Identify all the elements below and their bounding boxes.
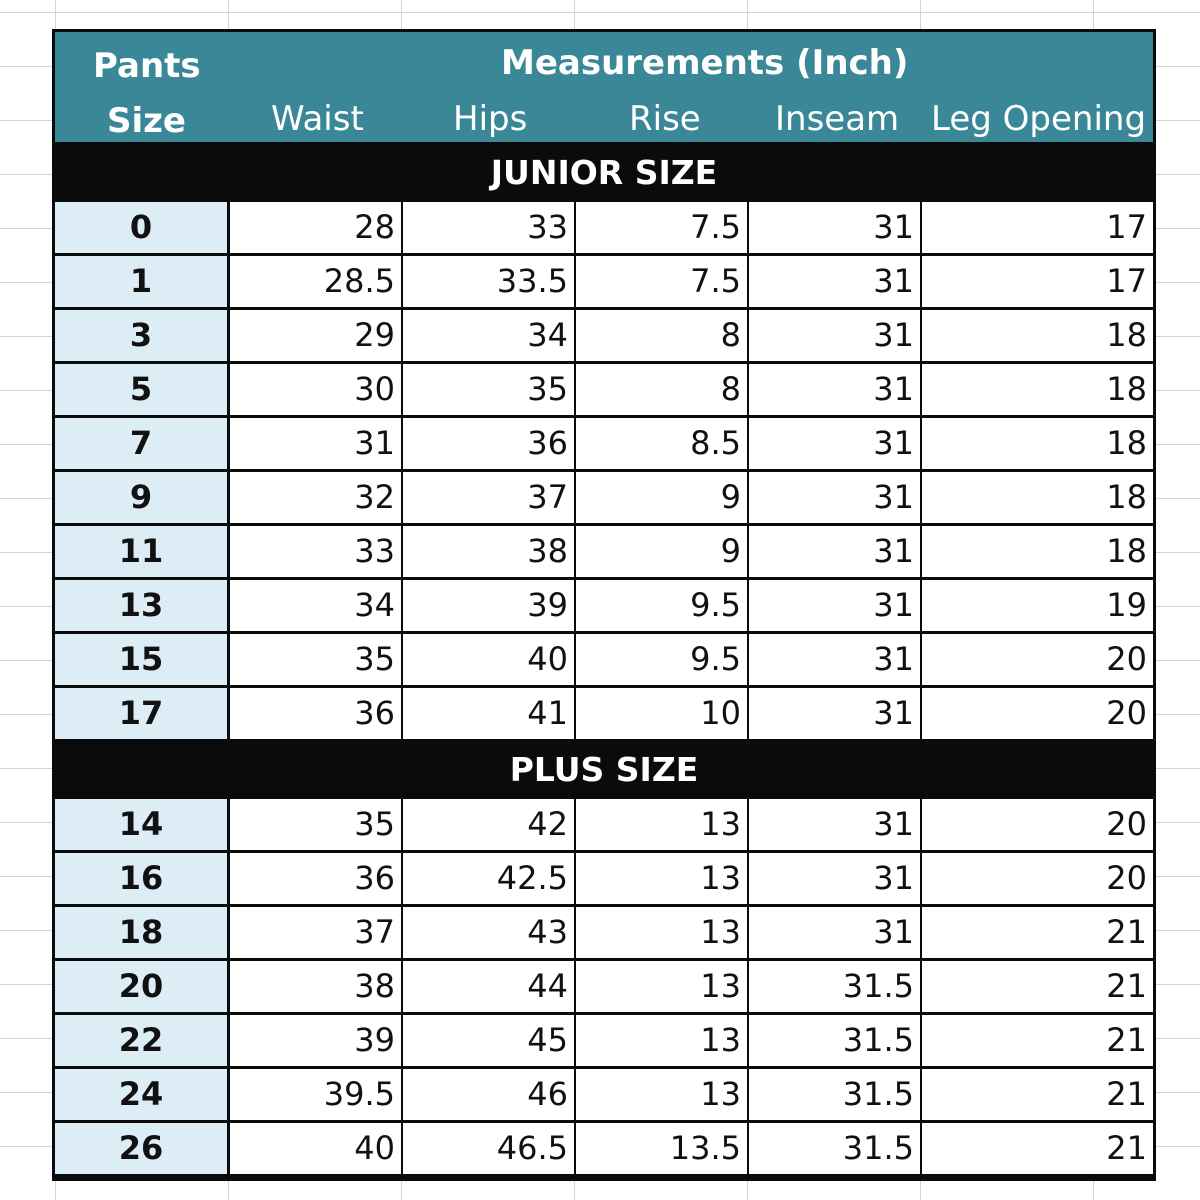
pants-size-cell: 22 [55, 1015, 227, 1066]
column-header-hips: Hips [453, 99, 528, 139]
inseam-value: 31 [749, 526, 920, 577]
waist-value: 40 [230, 1123, 401, 1174]
leg-opening-value: 20 [922, 634, 1153, 685]
table-row [55, 256, 1153, 307]
leg-opening-value: 18 [922, 472, 1153, 523]
rise-value: 9.5 [576, 580, 747, 631]
pants-size-cell: 14 [55, 799, 227, 850]
leg-opening-value: 21 [922, 1015, 1153, 1066]
pants-size-cell: 24 [55, 1069, 227, 1120]
rise-value: 13 [576, 961, 747, 1012]
inseam-value: 31 [749, 580, 920, 631]
rise-value: 10 [576, 688, 747, 739]
measurements-title: Measurements (Inch) [501, 43, 909, 83]
hips-value: 45 [403, 1015, 574, 1066]
column-header-leg-opening: Leg Opening [931, 99, 1147, 139]
rise-value: 8 [576, 310, 747, 361]
waist-value: 35 [230, 634, 401, 685]
waist-value: 30 [230, 364, 401, 415]
pants-size-cell: 16 [55, 853, 227, 904]
inseam-value: 31 [749, 799, 920, 850]
hips-value: 36 [403, 418, 574, 469]
waist-value: 34 [230, 580, 401, 631]
rise-value: 7.5 [576, 202, 747, 253]
pants-size-cell: 0 [55, 202, 227, 253]
waist-value: 37 [230, 907, 401, 958]
inseam-value: 31 [749, 853, 920, 904]
waist-value: 33 [230, 526, 401, 577]
inseam-value: 31 [749, 472, 920, 523]
pants-size-cell: 17 [55, 688, 227, 739]
leg-opening-value: 21 [922, 1069, 1153, 1120]
leg-opening-value: 17 [922, 256, 1153, 307]
hips-value: 37 [403, 472, 574, 523]
hips-value: 46 [403, 1069, 574, 1120]
hips-value: 34 [403, 310, 574, 361]
hips-value: 40 [403, 634, 574, 685]
rise-value: 9 [576, 526, 747, 577]
rise-value: 7.5 [576, 256, 747, 307]
pants-size-cell: 11 [55, 526, 227, 577]
waist-value: 39 [230, 1015, 401, 1066]
pants-size-cell: 20 [55, 961, 227, 1012]
leg-opening-value: 20 [922, 688, 1153, 739]
table-row [55, 1123, 1153, 1174]
rise-value: 13 [576, 799, 747, 850]
table-row [55, 418, 1153, 469]
hips-value: 33 [403, 202, 574, 253]
leg-opening-value: 18 [922, 364, 1153, 415]
hips-value: 42 [403, 799, 574, 850]
column-header-waist: Waist [271, 99, 364, 139]
inseam-value: 31.5 [749, 1015, 920, 1066]
leg-opening-value: 18 [922, 526, 1153, 577]
leg-opening-value: 21 [922, 961, 1153, 1012]
inseam-value: 31 [749, 634, 920, 685]
size-column-label-line2: Size [107, 101, 186, 141]
waist-value: 28.5 [230, 256, 401, 307]
waist-value: 38 [230, 961, 401, 1012]
waist-value: 32 [230, 472, 401, 523]
inseam-value: 31 [749, 256, 920, 307]
leg-opening-value: 21 [922, 1123, 1153, 1174]
pants-size-cell: 3 [55, 310, 227, 361]
table-row [55, 961, 1153, 1012]
leg-opening-value: 20 [922, 799, 1153, 850]
waist-value: 39.5 [230, 1069, 401, 1120]
table-row [55, 364, 1153, 415]
section-header: JUNIOR SIZE [55, 142, 1153, 202]
hips-value: 46.5 [403, 1123, 574, 1174]
table-row [55, 1069, 1153, 1120]
rise-value: 8.5 [576, 418, 747, 469]
pants-size-cell: 18 [55, 907, 227, 958]
rise-value: 13 [576, 1069, 747, 1120]
leg-opening-value: 17 [922, 202, 1153, 253]
table-row [55, 526, 1153, 577]
inseam-value: 31 [749, 907, 920, 958]
pants-size-cell: 13 [55, 580, 227, 631]
hips-value: 42.5 [403, 853, 574, 904]
table-row [55, 634, 1153, 685]
inseam-value: 31.5 [749, 961, 920, 1012]
inseam-value: 31 [749, 364, 920, 415]
waist-value: 31 [230, 418, 401, 469]
rise-value: 13 [576, 907, 747, 958]
pants-size-cell: 15 [55, 634, 227, 685]
column-header-rise: Rise [629, 99, 701, 139]
leg-opening-value: 19 [922, 580, 1153, 631]
size-column-label-line1: Pants [93, 46, 201, 86]
pants-size-cell: 9 [55, 472, 227, 523]
inseam-value: 31 [749, 418, 920, 469]
hips-value: 39 [403, 580, 574, 631]
inseam-value: 31.5 [749, 1069, 920, 1120]
inseam-value: 31.5 [749, 1123, 920, 1174]
rise-value: 9 [576, 472, 747, 523]
table-header [55, 32, 1153, 142]
inseam-value: 31 [749, 310, 920, 361]
hips-value: 43 [403, 907, 574, 958]
column-header-inseam: Inseam [775, 99, 900, 139]
table-row [55, 688, 1153, 739]
leg-opening-value: 20 [922, 853, 1153, 904]
table-row [55, 853, 1153, 904]
waist-value: 36 [230, 853, 401, 904]
hips-value: 44 [403, 961, 574, 1012]
section-header: PLUS SIZE [55, 739, 1153, 799]
hips-value: 33.5 [403, 256, 574, 307]
pants-size-cell: 7 [55, 418, 227, 469]
pants-size-cell: 1 [55, 256, 227, 307]
hips-value: 38 [403, 526, 574, 577]
inseam-value: 31 [749, 688, 920, 739]
leg-opening-value: 18 [922, 418, 1153, 469]
waist-value: 36 [230, 688, 401, 739]
rise-value: 8 [576, 364, 747, 415]
table-row [55, 472, 1153, 523]
pants-size-cell: 26 [55, 1123, 227, 1174]
inseam-value: 31 [749, 202, 920, 253]
hips-value: 41 [403, 688, 574, 739]
rise-value: 13 [576, 853, 747, 904]
leg-opening-value: 21 [922, 907, 1153, 958]
table-row [55, 580, 1153, 631]
hips-value: 35 [403, 364, 574, 415]
pants-size-cell: 5 [55, 364, 227, 415]
waist-value: 29 [230, 310, 401, 361]
table-row [55, 907, 1153, 958]
rise-value: 13 [576, 1015, 747, 1066]
waist-value: 35 [230, 799, 401, 850]
table-row [55, 310, 1153, 361]
rise-value: 13.5 [576, 1123, 747, 1174]
table-row [55, 202, 1153, 253]
waist-value: 28 [230, 202, 401, 253]
size-chart-table [52, 29, 1156, 1181]
leg-opening-value: 18 [922, 310, 1153, 361]
rise-value: 9.5 [576, 634, 747, 685]
table-row [55, 1015, 1153, 1066]
table-row [55, 799, 1153, 850]
